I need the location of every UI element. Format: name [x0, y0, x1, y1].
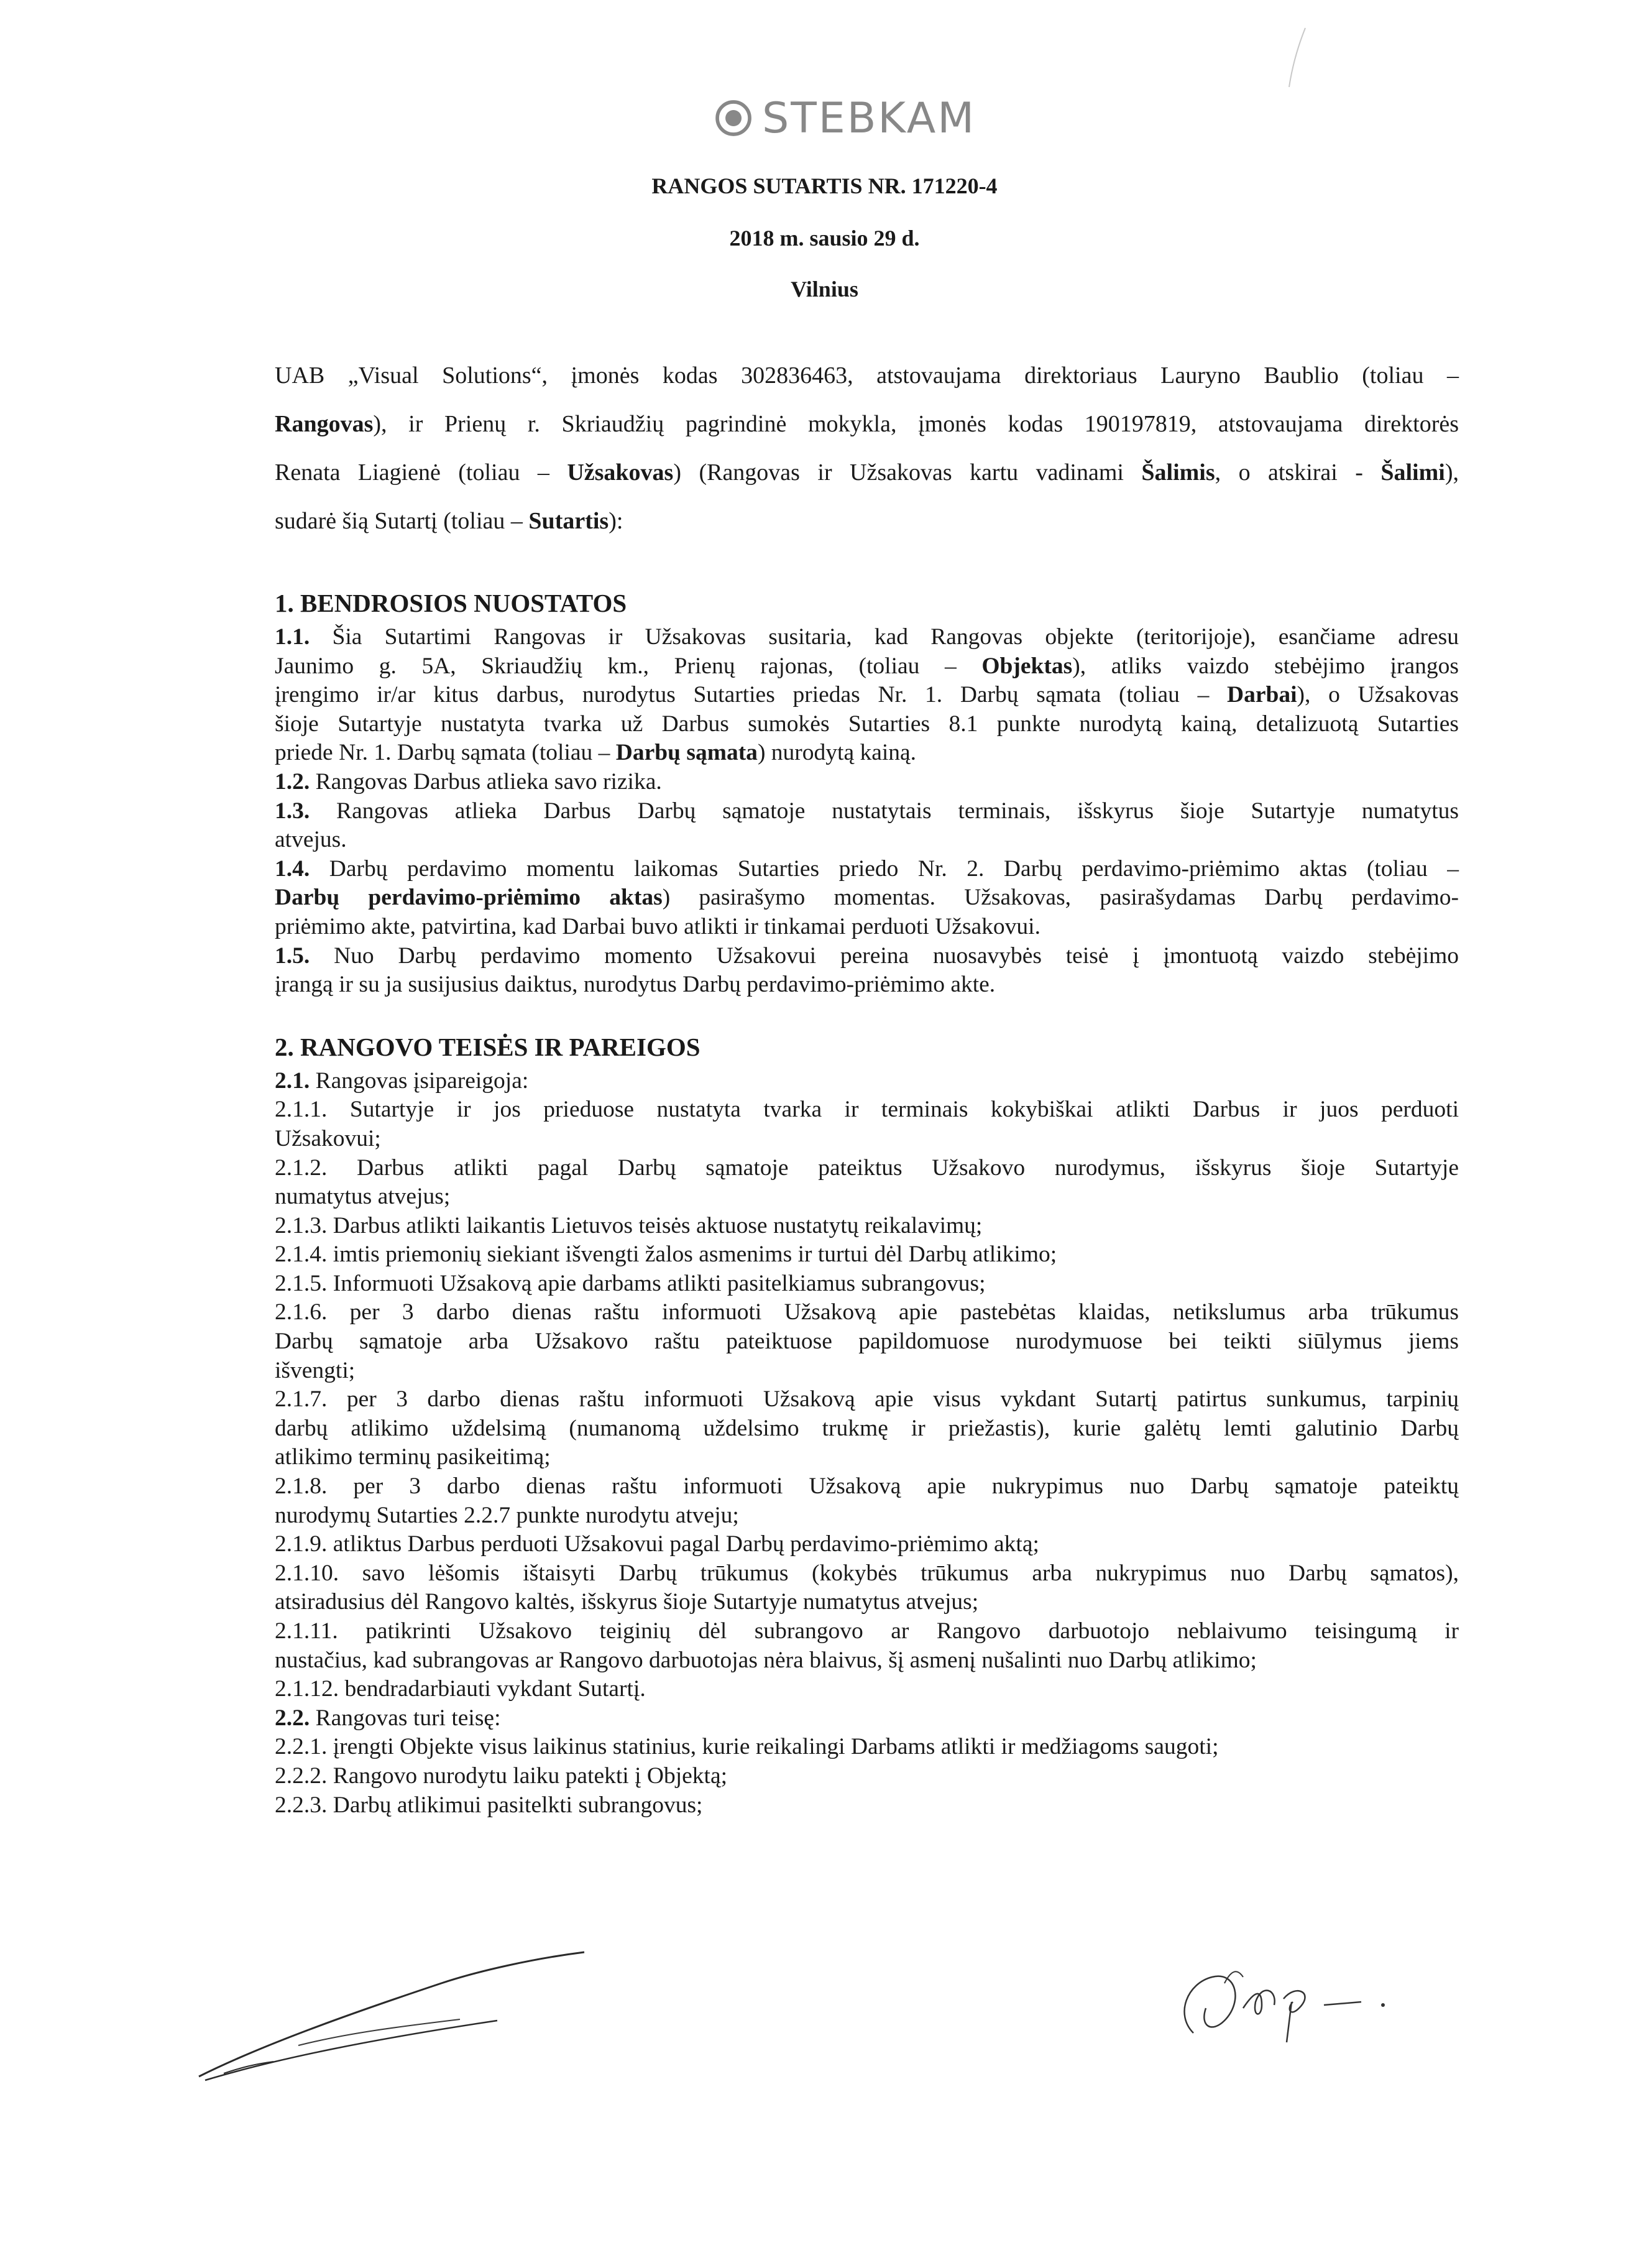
logo-text: STEBKAM — [762, 93, 976, 143]
clause-line: priede Nr. 1. Darbų sąmata (toliau – Darbų sąmata) nurodytą kainą. — [275, 740, 917, 766]
clause-1-5: 1.5. Nuo Darbų perdavimo momento Užsakovui pereina nuosavybės teisė į įmontuotą vaizdo stebėjimo — [275, 943, 1459, 969]
clause-line: atvejus. — [275, 827, 347, 853]
contractor-signature — [186, 1940, 597, 2089]
parties-intro — [275, 364, 1459, 558]
item-2-1-11: 2.1.11. patikrinti Užsakovo teiginių dėl subrangovo ar Rangovo darbuotojo neblaivumo teisingumą ir — [275, 1618, 1459, 1644]
contract-title: RANGOS SUTARTIS NR. 171220-4 — [651, 173, 998, 198]
clause-line: priėmimo akte, patvirtina, kad Darbai buvo atlikti ir tinkamai perduoti Užsakovui. — [275, 913, 1040, 939]
item-2-1-3: 2.1.3. Darbus atlikti laikantis Lietuvos teisės aktuose nustatytų reikalavimų; — [275, 1212, 983, 1238]
clause-line: įrengimo ir/ar kitus darbus, nurodytus Sutarties priedas Nr. 1. Darbų sąmata (toliau – Darbai), o Užsakovas — [275, 682, 1459, 708]
intro-line: Renata Liagienė (toliau – Užsakovas) (Rangovas ir Užsakovas kartu vadinami Šalimis, o atskirai - Šalimi), — [275, 459, 1459, 486]
intro-line: UAB „Visual Solutions“, įmonės kodas 302836463, atstovaujama direktoriaus Lauryno Baublio (toliau – — [275, 362, 1459, 389]
section-gap — [275, 1002, 1459, 1035]
item-2-1-10: 2.1.10. savo lėšomis ištaisyti Darbų trūkumus (kokybės trūkumus arba nukrypimus nuo Darbų sąmatos), — [275, 1560, 1459, 1586]
contract-date: 2018 m. sausio 29 d. — [729, 226, 920, 251]
clause-2-1: 2.1. Rangovas įsipareigoja: — [275, 1067, 529, 1094]
item-line: nurodymų Sutarties 2.2.7 punkte nurodytu atveju; — [275, 1502, 739, 1528]
item-line: nustačius, kad subrangovas ar Rangovo darbuotojas nėra blaivus, šį asmenį nušalinti nuo Darbų atlikimo; — [275, 1647, 1257, 1673]
clause-line: Darbų perdavimo-priėmimo aktas) pasirašymo momentas. Užsakovas, pasirašydamas Darbų perdavimo- — [275, 885, 1459, 911]
section-2-heading: 2. RANGOVO TEISĖS IR PAREIGOS — [275, 1032, 700, 1061]
item-line: išvengti; — [275, 1357, 356, 1383]
contract-body — [275, 591, 1459, 1822]
clause-1-2: 1.2. Rangovas Darbus atlieka savo rizika. — [275, 768, 662, 795]
clause-1-4: 1.4. Darbų perdavimo momentu laikomas Sutarties priedo Nr. 2. Darbų perdavimo-priėmimo aktas (toliau – — [275, 855, 1459, 882]
item-2-1-2: 2.1.2. Darbus atlikti pagal Darbų sąmatoje pateiktus Užsakovo nurodymus, išskyrus šioje Sutartyje — [275, 1155, 1459, 1181]
stebkam-logo — [715, 87, 976, 149]
item-2-2-2: 2.2.2. Rangovo nurodytu laiku patekti į Objektą; — [275, 1763, 728, 1789]
item-line: numatytus atvejus; — [275, 1184, 451, 1210]
item-2-1-5: 2.1.5. Informuoti Užsakovą apie darbams atlikti pasitelkiamus subrangovus; — [275, 1270, 986, 1296]
section-1-heading: 1. BENDROSIOS NUOSTATOS — [275, 589, 627, 617]
item-2-2-1: 2.2.1. įrengti Objekte visus laikinus statinius, kurie reikalingi Darbams atlikti ir medžiagoms saugoti; — [275, 1734, 1219, 1760]
item-line: Darbų sąmatoje arba Užsakovo raštu pateiktuose papildomuose nurodymuose bei teikti siūlymus jiems — [275, 1329, 1459, 1355]
clause-line: įrangą ir su ja susijusius daiktus, nurodytus Darbų perdavimo-priėmimo akte. — [275, 972, 996, 998]
item-2-1-8: 2.1.8. per 3 darbo dienas raštu informuoti Užsakovą apie nukrypimus nuo Darbų sąmatoje pateiktų — [275, 1473, 1459, 1500]
item-2-1-12: 2.1.12. bendradarbiauti vykdant Sutartį. — [275, 1676, 646, 1702]
clause-1-3: 1.3. Rangovas atlieka Darbus Darbų sąmatoje nustatytais terminais, išskyrus šioje Sutartyje numatytus — [275, 798, 1459, 824]
item-2-1-9: 2.1.9. atliktus Darbus perduoti Užsakovui pagal Darbų perdavimo-priėmimo aktą; — [275, 1531, 1039, 1557]
record-icon — [715, 95, 752, 141]
clause-2-2: 2.2. Rangovas turi teisę: — [275, 1705, 501, 1731]
clause-line: šioje Sutartyje nustatyta tvarka už Darbus sumokės Sutarties 8.1 punkte nurodytą kainą, detalizuotą Sutarties — [275, 711, 1459, 737]
intro-line: Rangovas), ir Prienų r. Skriaudžių pagrindinė mokykla, įmonės kodas 190197819, atstovaujama direktorės — [275, 411, 1459, 437]
margin-scratch-mark — [1280, 25, 1318, 93]
item-2-1-6: 2.1.6. per 3 darbo dienas raštu informuoti Užsakovą apie pastebėtas klaidas, netikslumus arba trūkumus — [275, 1299, 1459, 1325]
clause-line: Jaunimo g. 5A, Skriaudžių km., Prienų rajonas, (toliau – Objektas), atliks vaizdo stebėjimo įrangos — [275, 653, 1459, 679]
item-line: Užsakovui; — [275, 1125, 381, 1151]
clause-1-1: 1.1. Šia Sutartimi Rangovas ir Užsakovas susitaria, kad Rangovas objekte (teritorijoje), esančiame adresu — [275, 624, 1459, 650]
contract-city: Vilnius — [791, 277, 858, 302]
item-line: atsiradusius dėl Rangovo kaltės, išskyrus šioje Sutartyje numatytus atvejus; — [275, 1589, 979, 1615]
client-signature — [1169, 1940, 1417, 2045]
item-2-2-3: 2.2.3. Darbų atlikimui pasitelkti subrangovus; — [275, 1792, 703, 1818]
item-2-1-4: 2.1.4. imtis priemonių siekiant išvengti žalos asmenims ir turtui dėl Darbų atlikimo; — [275, 1242, 1057, 1268]
intro-line: sudarė šią Sutartį (toliau – Sutartis): — [275, 508, 623, 534]
item-line: atlikimo terminų pasikeitimą; — [275, 1444, 551, 1470]
item-line: darbų atlikimo uždelsimą (numanomą uždelsimo trukmę ir priežastis), kurie galėtų lemti galutinio Darbų — [275, 1415, 1459, 1441]
item-2-1-7: 2.1.7. per 3 darbo dienas raštu informuoti Užsakovą apie visus vykdant Sutartį patirtus sunkumus, tarpinių — [275, 1386, 1459, 1413]
item-2-1-1: 2.1.1. Sutartyje ir jos prieduose nustatyta tvarka ir terminais kokybiškai atlikti Darbus ir juos perduoti — [275, 1097, 1459, 1123]
